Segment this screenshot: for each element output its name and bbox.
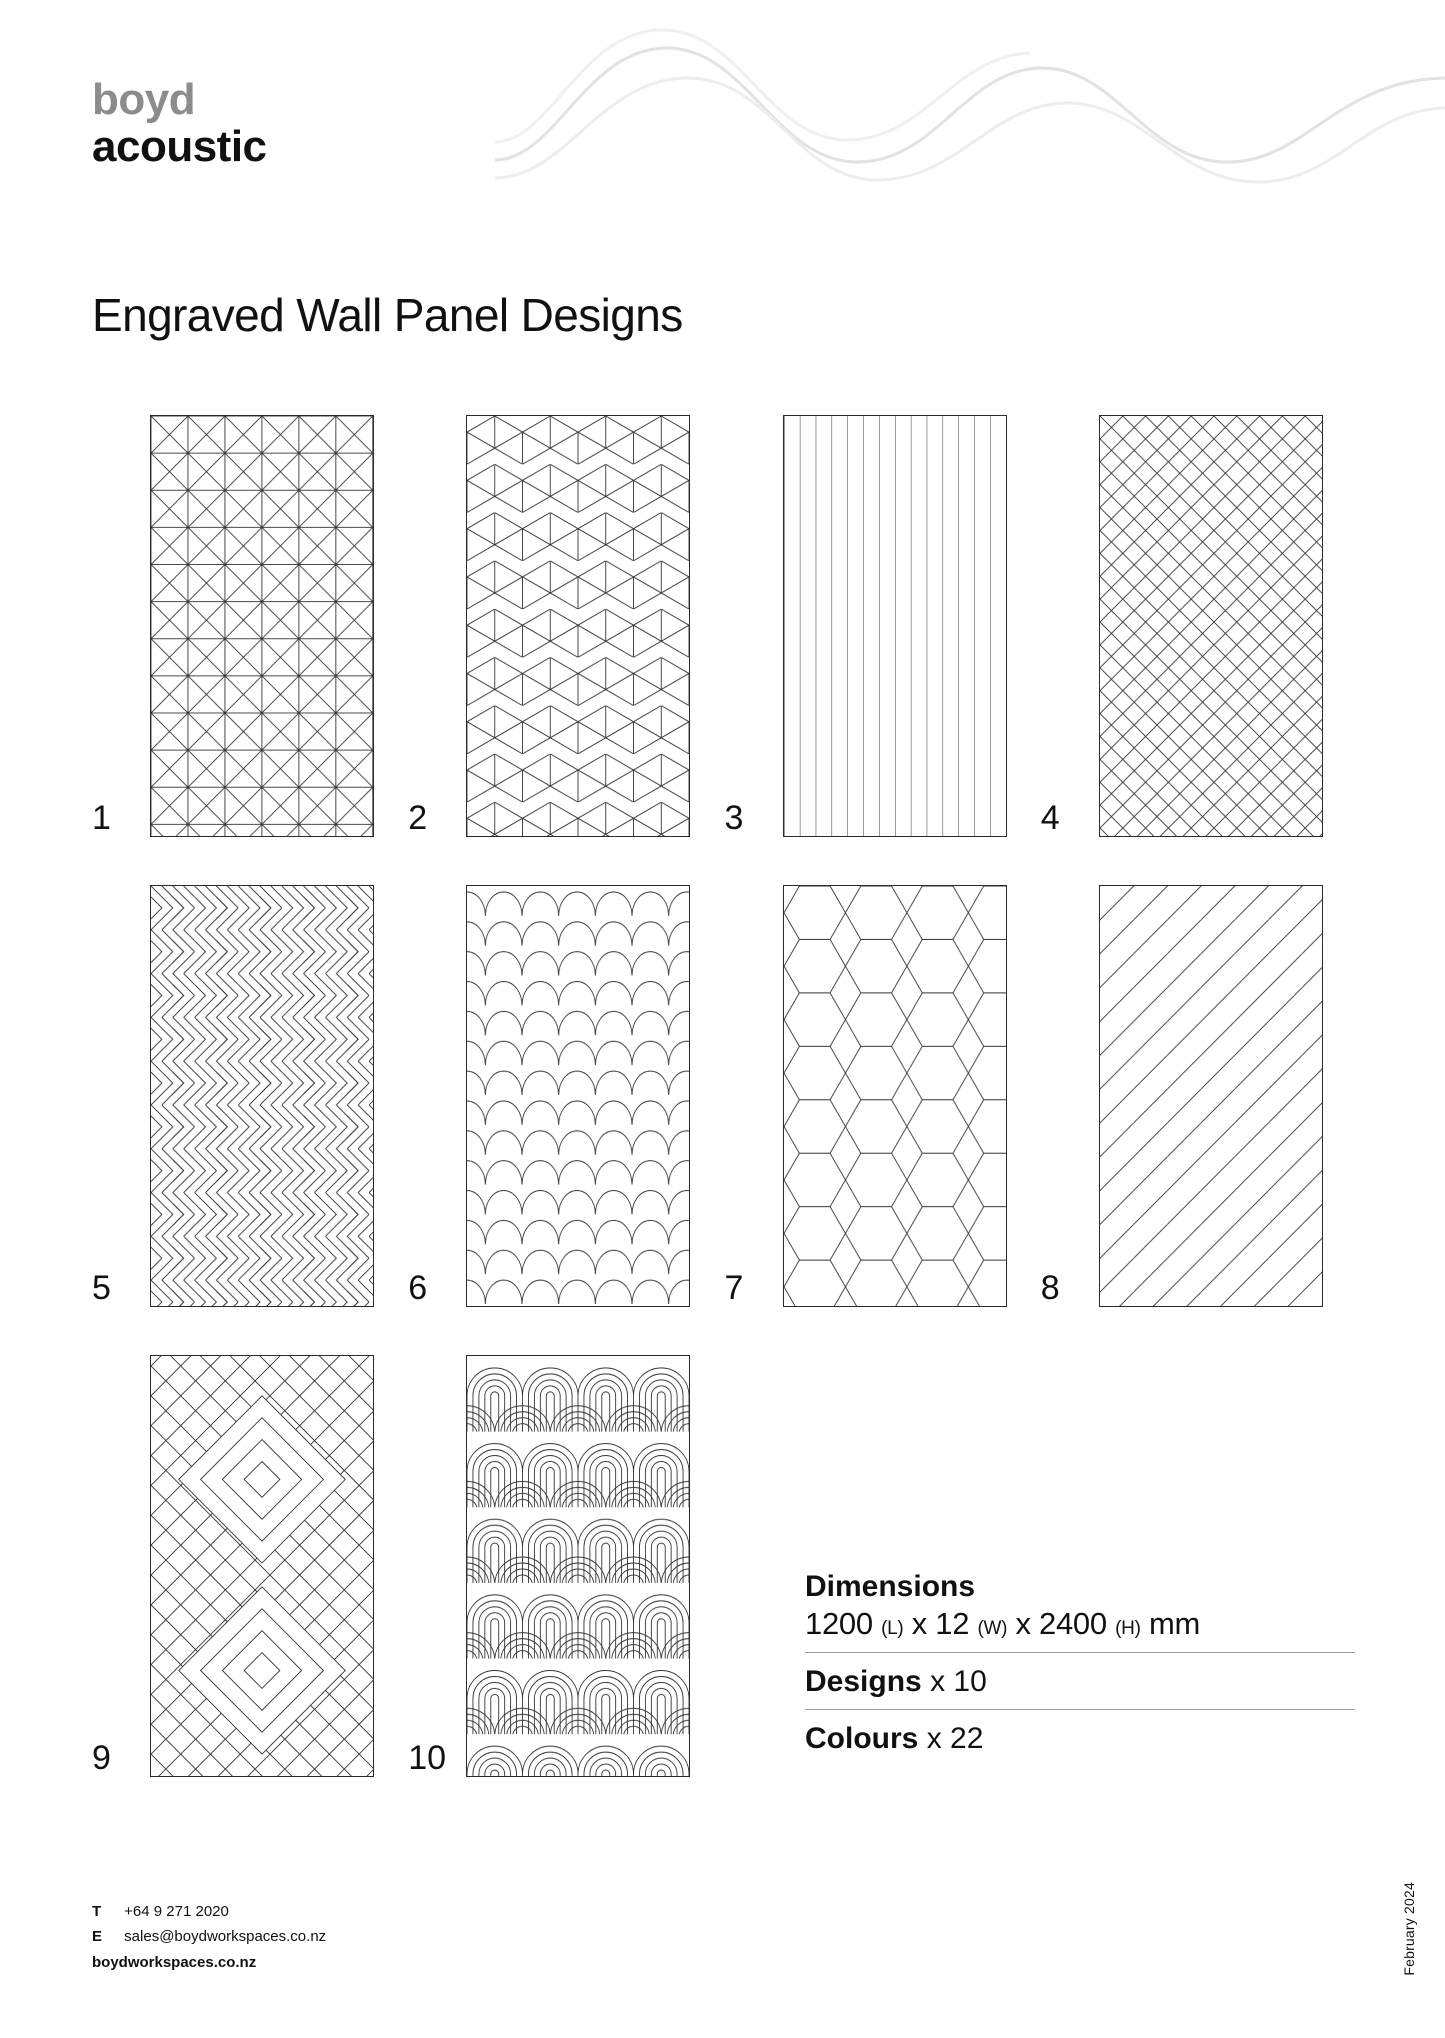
- dimensions-label: Dimensions: [805, 1570, 976, 1603]
- panel-number-2: 2: [408, 799, 428, 837]
- footer-email-row: [92, 1925, 326, 1950]
- footer-contact: [92, 1900, 326, 1976]
- panel-number-10: 10: [408, 1739, 447, 1777]
- page-title: Engraved Wall Panel Designs: [92, 289, 683, 341]
- panel-preview-herringbone[interactable]: [150, 885, 374, 1307]
- dimension-length: 1200: [805, 1606, 873, 1641]
- panel-number-6: 6: [408, 1269, 428, 1307]
- colours-value: x 22: [926, 1722, 984, 1755]
- designs-value: x 10: [930, 1665, 987, 1698]
- colours-label: Colours: [805, 1722, 919, 1755]
- panel-row: [92, 885, 1357, 1307]
- footer-phone-row: [92, 1900, 326, 1925]
- footer-website[interactable]: boydworkspaces.co.nz: [92, 1954, 257, 1972]
- document-date: February 2024: [1401, 1882, 1417, 1976]
- dimension-width-sub: (W): [977, 1618, 1008, 1639]
- panel-number-9: 9: [92, 1739, 111, 1777]
- panel-preview-nested-arches[interactable]: [466, 1355, 690, 1777]
- footer-email-label: E: [92, 1927, 103, 1945]
- dimension-sep-1: x: [911, 1606, 927, 1641]
- panel-cell-7: [725, 885, 1041, 1307]
- brand-logo-line1: boyd: [92, 75, 196, 124]
- dimension-width: 12: [935, 1606, 970, 1641]
- dimension-unit: mm: [1148, 1606, 1200, 1641]
- panel-preview-concentric-diamonds[interactable]: [150, 1355, 374, 1777]
- brand-logo-line2: acoustic: [92, 121, 267, 171]
- panel-preview-vertical-stripes[interactable]: [783, 415, 1007, 837]
- panel-number-3: 3: [724, 799, 744, 837]
- dimension-length-sub: (L): [881, 1618, 904, 1639]
- dimensions-value: [805, 1606, 1355, 1652]
- designs-row: [805, 1653, 1355, 1709]
- panel-cell-8: [1041, 885, 1357, 1307]
- panel-number-8: 8: [1040, 1269, 1060, 1307]
- panel-cell-9: [92, 1355, 408, 1777]
- panel-number-7: 7: [724, 1269, 744, 1307]
- panel-cell-3: [725, 415, 1041, 837]
- colours-row: [805, 1710, 1355, 1766]
- panel-cell-1: [92, 415, 408, 837]
- panel-preview-isometric-cubes[interactable]: [466, 415, 690, 837]
- panel-cell-10: [408, 1355, 724, 1777]
- footer-email-value[interactable]: sales@boydworkspaces.co.nz: [124, 1927, 327, 1945]
- panel-number-4: 4: [1040, 799, 1060, 837]
- dimension-height: 2400: [1039, 1606, 1107, 1641]
- panel-number-5: 5: [92, 1269, 111, 1307]
- wave-decoration: [495, 10, 1445, 200]
- panel-preview-hexagon-honeycomb[interactable]: [783, 885, 1007, 1307]
- dimension-height-sub: (H): [1115, 1618, 1141, 1639]
- footer-phone-value[interactable]: +64 9 271 2020: [124, 1902, 229, 1920]
- panel-cell-2: [408, 415, 724, 837]
- panel-row: [92, 415, 1357, 837]
- panel-cell-5: [92, 885, 408, 1307]
- panel-preview-fish-scale[interactable]: [466, 885, 690, 1307]
- panel-cell-6: [408, 885, 724, 1307]
- panel-preview-diagonal-crosshatch[interactable]: [1099, 415, 1323, 837]
- panel-cell-4: [1041, 415, 1357, 837]
- dimension-sep-2: x: [1015, 1606, 1031, 1641]
- specifications-block: [805, 1570, 1355, 1766]
- panel-preview-triangle-grid[interactable]: [150, 415, 374, 837]
- footer-phone-label: T: [92, 1902, 102, 1920]
- panel-preview-diagonal-lines[interactable]: [1099, 885, 1323, 1307]
- designs-label: Designs: [805, 1665, 922, 1698]
- brand-logo: [92, 75, 267, 171]
- panel-number-1: 1: [92, 799, 111, 837]
